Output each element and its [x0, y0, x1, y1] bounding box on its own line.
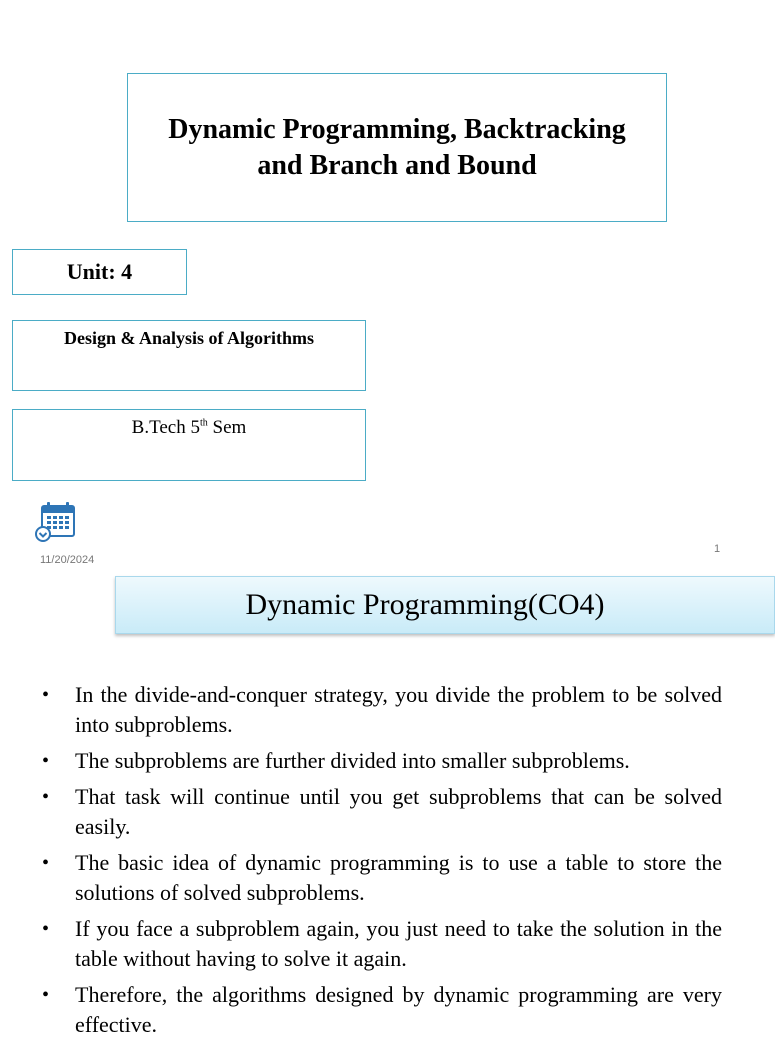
bullet-text: In the divide-and-conquer strategy, you divide the problem to be solved into subproblems. [75, 682, 722, 737]
list-item [40, 914, 722, 974]
bullet-text: That task will continue until you get subproblems that can be solved easily. [75, 784, 722, 839]
slide-date: 11/20/2024 [40, 554, 95, 566]
bullet-text: The basic idea of dynamic programming is to use a table to store the solutions of solved subproblems. [75, 850, 722, 905]
list-item [40, 746, 722, 776]
unit-box [12, 249, 187, 295]
slide1-title-box [127, 73, 667, 222]
bullet-dot: • [42, 684, 50, 706]
bullet-text: Therefore, the algorithms designed by dynamic programming are very effective. [75, 982, 722, 1037]
title-line-2: and Branch and Bound [257, 149, 537, 181]
title-line-1: Dynamic Programming, Backtracking [168, 113, 626, 145]
bullet-dot: • [42, 786, 50, 808]
bullet-list [40, 680, 722, 1046]
course-box [12, 320, 366, 391]
course-name: Design & Analysis of Algorithms [63, 328, 315, 348]
bullet-dot: • [42, 918, 50, 940]
bullet-dot: • [42, 984, 50, 1006]
semester-sup: th [200, 417, 208, 429]
list-item [40, 848, 722, 908]
bullet-dot: • [42, 750, 50, 772]
list-item [40, 782, 722, 842]
semester-prefix: B.Tech 5 [131, 417, 200, 438]
slide2-title-bar [115, 576, 775, 634]
semester-box [12, 409, 366, 481]
semester-suffix: Sem [207, 417, 247, 438]
list-item [40, 980, 722, 1040]
bullet-text: If you face a subproblem again, you just need to take the solution in the table without having to solve it again. [75, 916, 722, 971]
calendar-icon [34, 500, 78, 544]
slide-page-number: 1 [714, 543, 721, 555]
slide2-title: Dynamic Programming(CO4) [245, 588, 605, 621]
slide1-title [168, 112, 626, 184]
unit-label: Unit: 4 [66, 259, 133, 284]
bullet-text: The subproblems are further divided into smaller subproblems. [75, 748, 630, 773]
list-item [40, 680, 722, 740]
bullet-dot: • [42, 852, 50, 874]
